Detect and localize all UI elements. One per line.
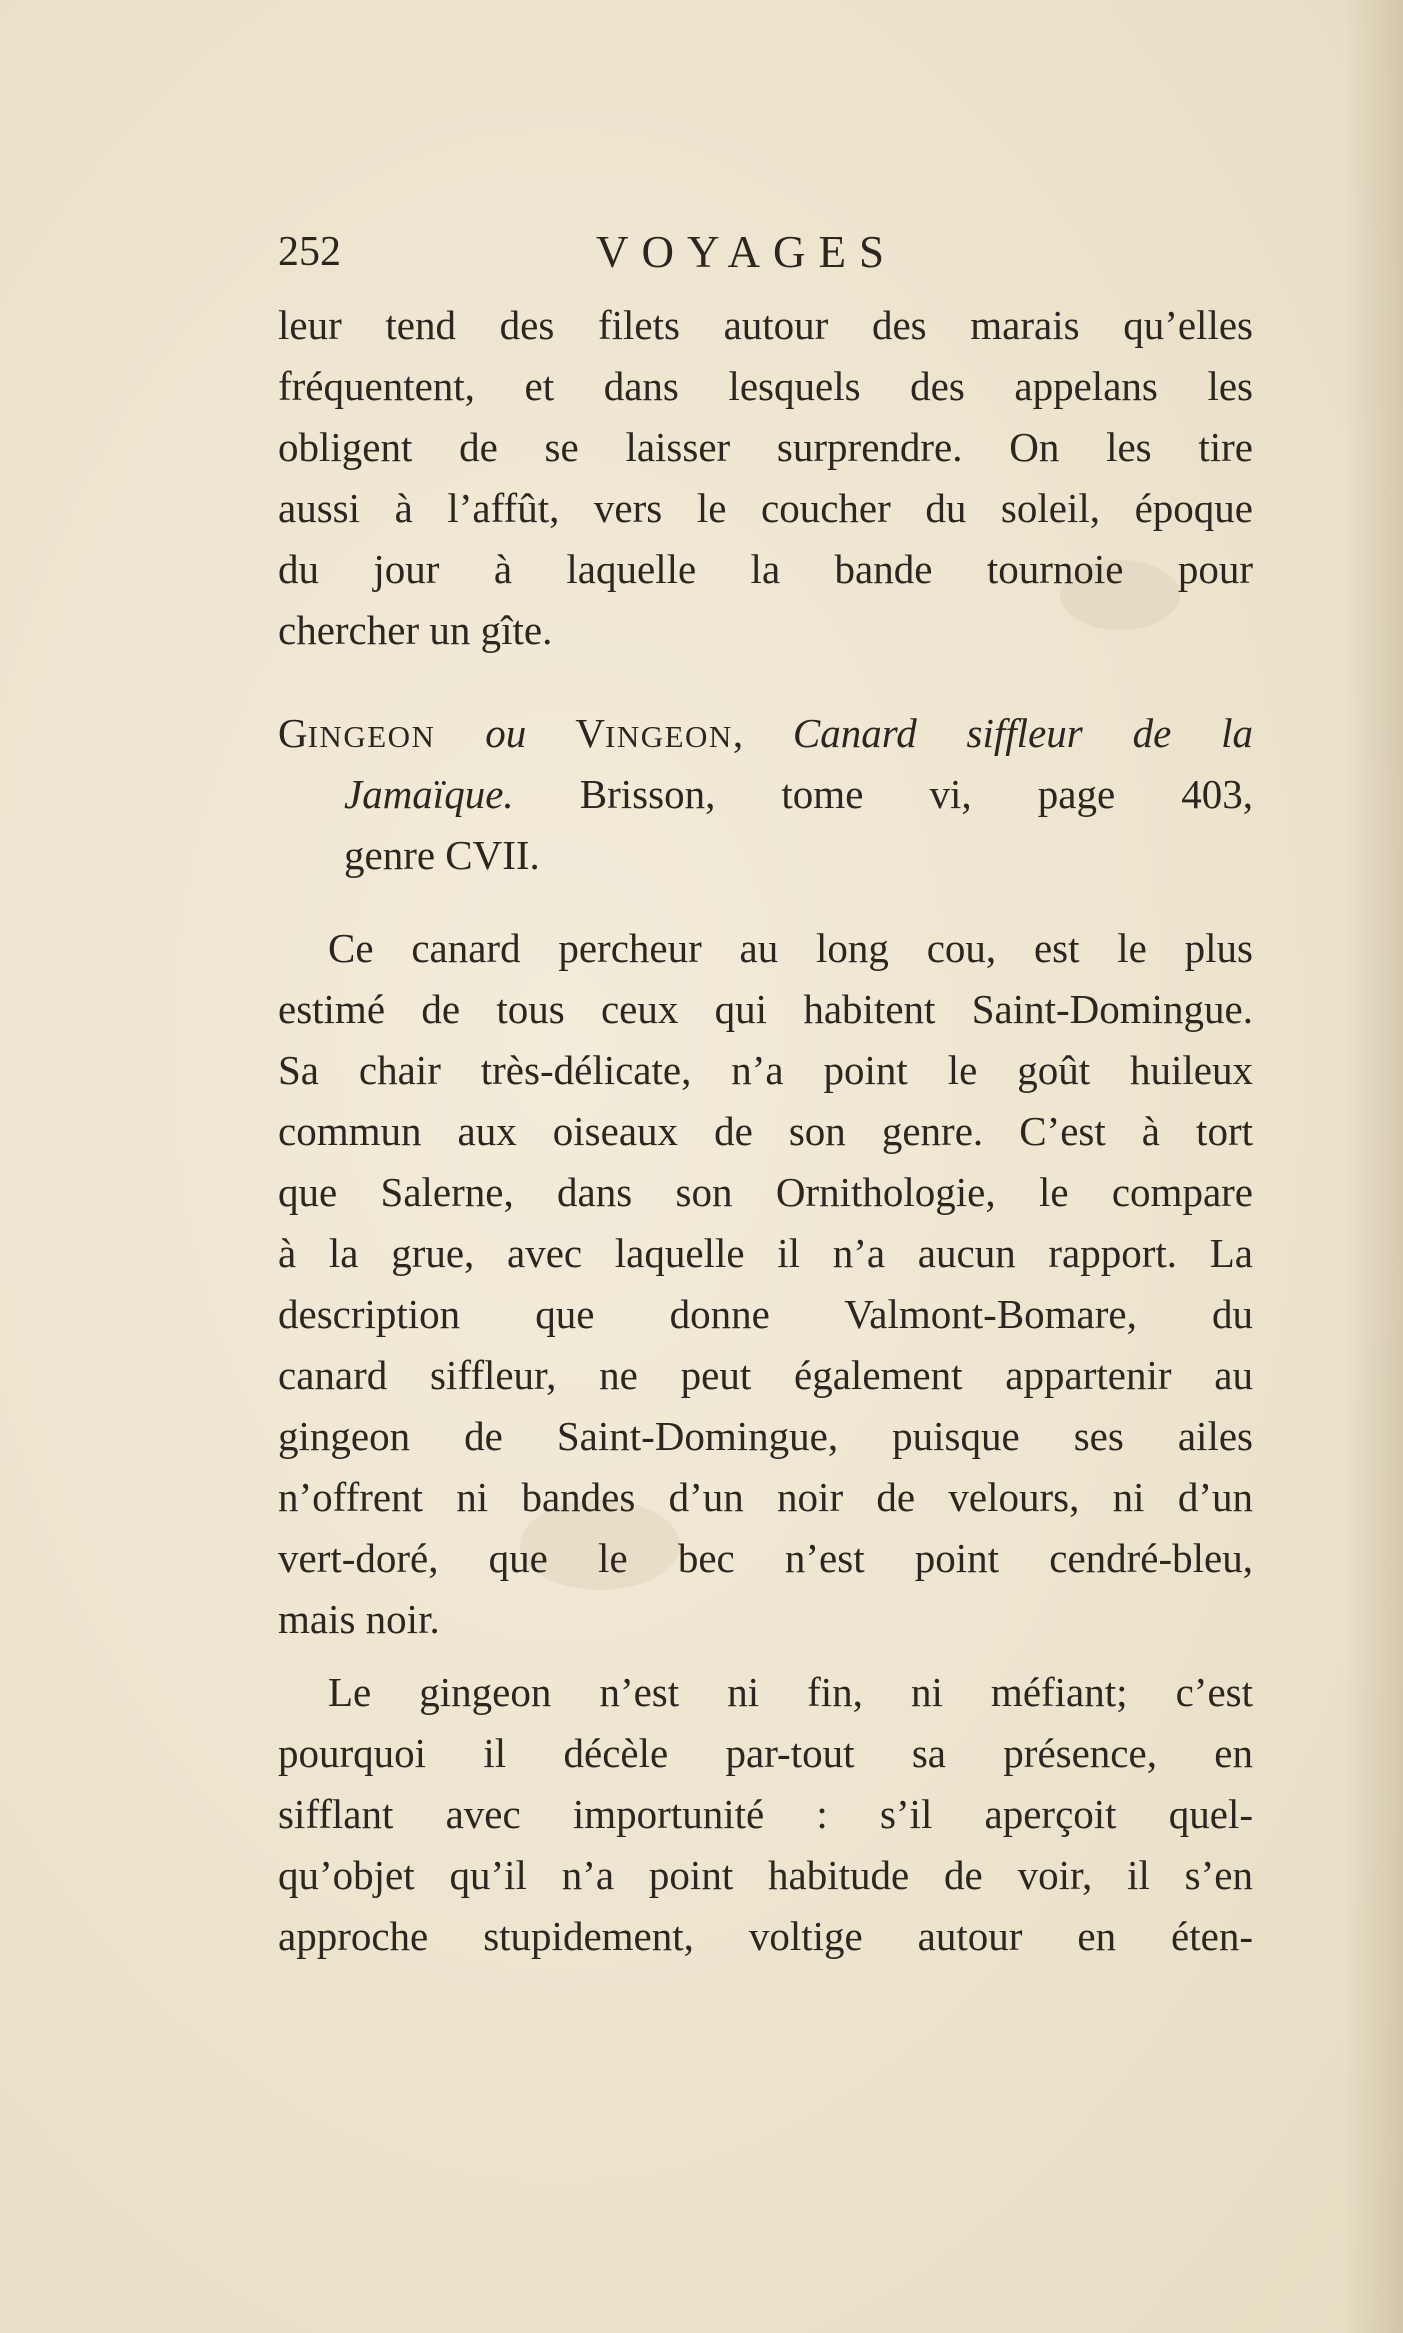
page-number: 252	[278, 229, 341, 275]
paragraph-behaviour	[278, 1662, 1253, 1967]
text-line: commun aux oiseaux de son genre. C’est à tort	[278, 1108, 1253, 1154]
text-line: Sa chair très-délicate, n’a point le goût huileux	[278, 1047, 1253, 1093]
entry-heading-line: genre CVII.	[344, 832, 540, 878]
text-line: gingeon de Saint-Domingue, puisque ses ailes	[278, 1413, 1253, 1459]
entry-heading-line: GINGEON ou VINGEON, Canard siffleur de la	[278, 710, 1253, 756]
text-line: fréquentent, et dans lesquels des appelans les	[278, 363, 1253, 409]
text-line: du jour à laquelle la bande tournoie pour	[278, 546, 1253, 592]
text-line: description que donne Valmont-Bomare, du	[278, 1291, 1253, 1337]
text-line: canard siffleur, ne peut également appartenir au	[278, 1352, 1253, 1398]
text-line: que Salerne, dans son Ornithologie, le compare	[278, 1169, 1253, 1215]
entry-name-2: VINGEON	[575, 710, 733, 756]
entry-conjunction: ou	[485, 710, 527, 756]
text-line: approche stupidement, voltige autour en éten-	[278, 1913, 1253, 1959]
paragraph-description	[278, 918, 1253, 1650]
text-line: vert-doré, que le bec n’est point cendré-bleu,	[278, 1535, 1253, 1581]
entry-common-name: Canard siffleur de la	[792, 710, 1253, 756]
entry-reference: Brisson, tome vi, page 403,	[579, 771, 1253, 817]
text-line: n’offrent ni bandes d’un noir de velours, ni d’un	[278, 1474, 1253, 1520]
entry-name-1: GINGEON	[278, 710, 436, 756]
text-line: mais noir.	[278, 1596, 440, 1642]
entry-heading-line	[278, 764, 1253, 825]
species-entry-heading	[278, 703, 1253, 886]
text-line: Le gingeon n’est ni fin, ni méfiant; c’est	[328, 1669, 1253, 1715]
text-line: sifflant avec importunité : s’il aperçoit quel-	[278, 1791, 1253, 1837]
page-text-block	[278, 225, 1253, 1967]
text-line: qu’objet qu’il n’a point habitude de voir, il s’en	[278, 1852, 1253, 1898]
text-line: Ce canard percheur au long cou, est le plus	[328, 925, 1253, 971]
text-line: chercher un gîte.	[278, 607, 553, 653]
text-line: aussi à l’affût, vers le coucher du soleil, époque	[278, 485, 1253, 531]
text-line: obligent de se laisser surprendre. On les tire	[278, 424, 1253, 470]
text-line: pourquoi il décèle par-tout sa présence, en	[278, 1730, 1253, 1776]
running-head	[278, 225, 1253, 295]
text-line: estimé de tous ceux qui habitent Saint-Domingue.	[278, 986, 1253, 1032]
entry-locality: Jamaïque.	[344, 771, 514, 817]
running-title: VOYAGES	[596, 227, 898, 277]
paragraph-continuation	[278, 295, 1253, 661]
page-edge-shadow	[1343, 0, 1403, 2333]
text-line: leur tend des filets autour des marais qu’elles	[278, 302, 1253, 348]
text-line: à la grue, avec laquelle il n’a aucun rapport. La	[278, 1230, 1253, 1276]
